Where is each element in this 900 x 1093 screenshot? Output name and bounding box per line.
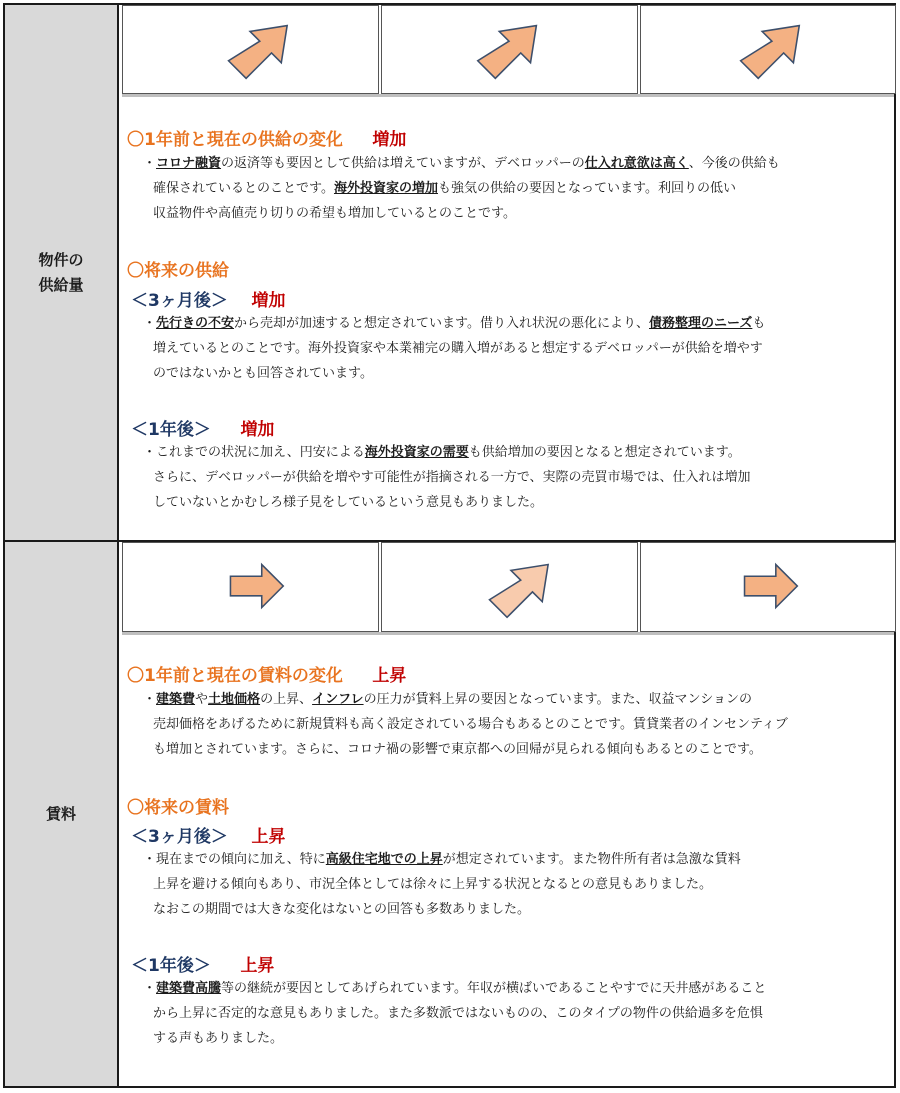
change-verdict: 上昇 (372, 666, 407, 686)
trend-cell-3 (640, 5, 896, 94)
supply-content (123, 97, 893, 537)
m3-text: ・先行きの不安から売却が加速すると想定されています。借り入れ状況の悪化により、債務整理のニーズも 増えているとのことです。海外投資家や本業補完の購入増があると想定するデベロッパーが供給を増やす のではないかとも回答されています。 (143, 316, 766, 381)
trend-cell-1 (122, 5, 379, 94)
right-arrow-icon (123, 543, 378, 631)
right-arrow-icon (641, 543, 895, 631)
table-frame (3, 3, 896, 1088)
trend-cell-2 (381, 5, 638, 94)
row-label-rent (5, 542, 119, 1086)
row-label-line2: 供給量 (38, 275, 84, 294)
rent-content (123, 635, 893, 1080)
row-label-line1: 賃料 (45, 804, 76, 823)
up-right-icon (641, 6, 895, 93)
change-text: ・コロナ融資の返済等も要因として供給は増えていますが、デベロッパーの仕入れ意欲は高く、今後の供給も 確保されているとのことです。海外投資家の増加も強気の供給の要因となっています。利回りの低い 収益物件や高値売り切りの希望も増加しているとのことです。 (143, 156, 780, 221)
future-heading: 〇将来の供給 (127, 261, 229, 281)
up-right-icon (123, 6, 378, 93)
m3-text: ・現在までの傾向に加え、特に高級住宅地での上昇が想定されています。また物件所有者は急激な賃料 上昇を避ける傾向もあり、市況全体としては徐々に上昇する状況となるとの意見もありました。 なおこの期間では大きな変化はないとの回答も多数ありました。 (143, 852, 741, 917)
row-label-supply (5, 5, 119, 540)
y1-verdict: 上昇 (240, 956, 275, 976)
change-heading: 〇1年前と現在の供給の変化 増加 (127, 130, 407, 150)
change-heading: 〇1年前と現在の賃料の変化 上昇 (127, 666, 407, 686)
y1-heading: ＜1年後＞ 上昇 (131, 956, 275, 976)
y1-text: ・建築費高騰等の継続が要因としてあげられています。年収が横ばいであることやすでに天井感があること から上昇に否定的な意見もありました。また多数派ではないものの、このタイプの物件の供給過多を危惧 する声もありました。 (143, 981, 767, 1046)
m3-heading: ＜3ヶ月後＞ 増加 (131, 291, 286, 311)
y1-heading: ＜1年後＞ 増加 (131, 420, 275, 440)
m3-heading: ＜3ヶ月後＞ 上昇 (131, 827, 286, 847)
change-verdict: 増加 (372, 130, 407, 150)
up-right-icon (382, 6, 637, 93)
y1-verdict: 増加 (240, 420, 275, 440)
change-text: ・建築費や土地価格の上昇、インフレの圧力が賃料上昇の要因となっています。また、収益マンションの 売却価格をあげるために新規賃料も高く設定されている場合もあるとのことです。賃貸業者のインセンティブ も増加とされています。さらに、コロナ禍の影響で東京都への回帰が見られる傾向もあるとのことです。 (143, 692, 788, 757)
up-right-icon (382, 543, 637, 631)
trend-cell-3 (640, 542, 896, 632)
m3-verdict: 増加 (251, 291, 286, 311)
trend-cell-1 (122, 542, 379, 632)
trend-cell-2 (381, 542, 638, 632)
future-heading: 〇将来の賃料 (127, 798, 229, 818)
m3-verdict: 上昇 (251, 827, 286, 847)
y1-text: ・これまでの状況に加え、円安による海外投資家の需要も供給増加の要因となると想定されています。 さらに、デベロッパーが供給を増やす可能性が指摘される一方で、実際の売買市場では、仕入れは増加 していないとかむしろ様子見をしているという意見もありました。 (143, 445, 751, 510)
row-label-line1: 物件の (38, 250, 84, 269)
